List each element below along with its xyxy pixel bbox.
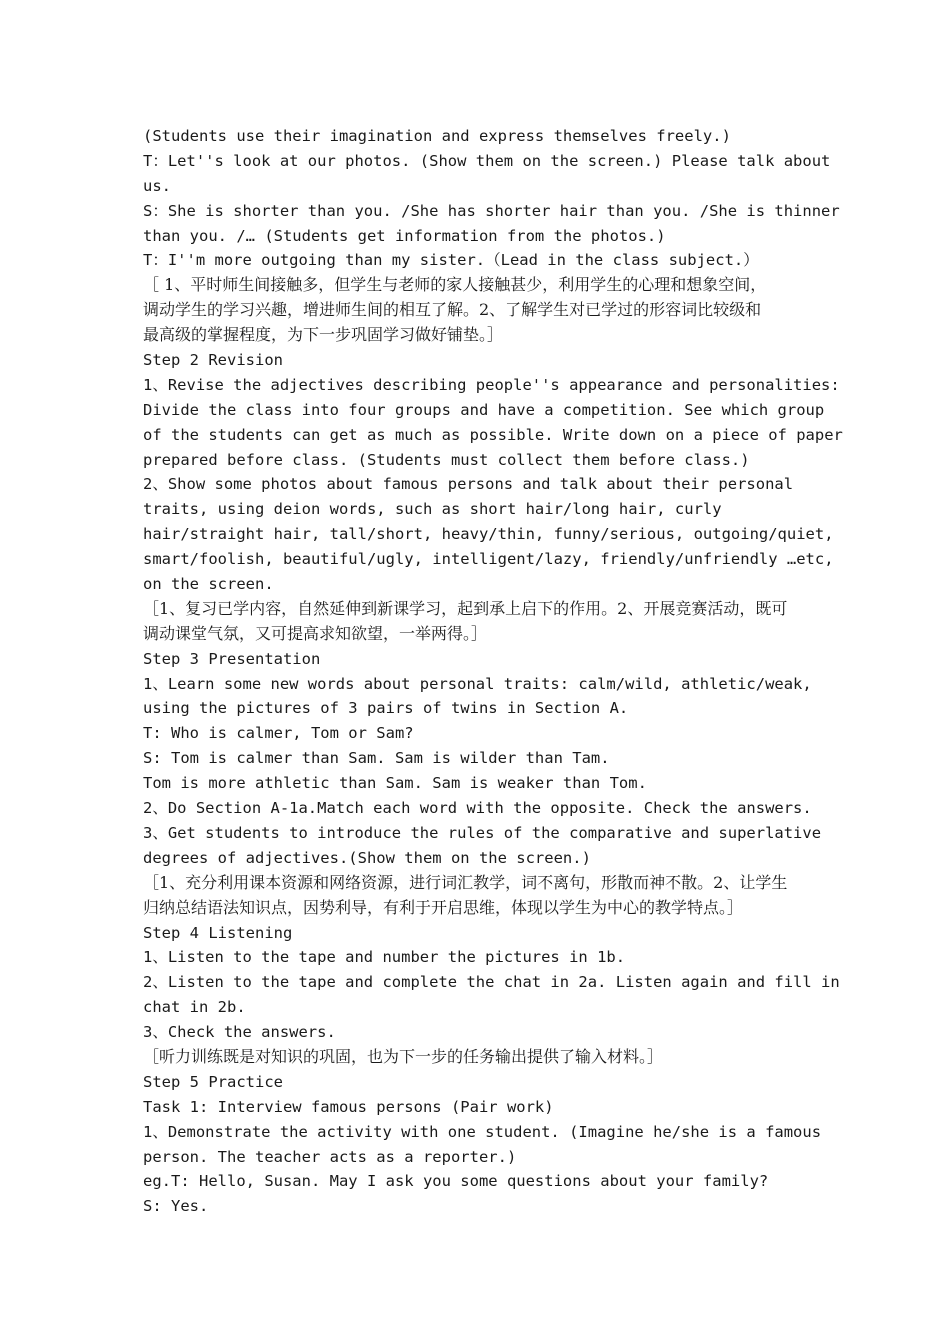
document-body bbox=[143, 124, 843, 1219]
annotation-line: 调动课堂气氛，又可提高求知欲望，一举两得。］ bbox=[143, 623, 488, 643]
text-line: 3、Check the answers. bbox=[143, 1023, 336, 1042]
text-line: T：Let''s look at our photos. (Show them on the screen.) Please talk about bbox=[143, 151, 831, 170]
text-line: on the screen. bbox=[143, 575, 274, 594]
text-line: person. The teacher acts as a reporter.) bbox=[143, 1147, 517, 1166]
text-line: us. bbox=[143, 176, 171, 195]
text-line: of the students can get as much as possible. Write down on a piece of paper bbox=[143, 425, 843, 444]
annotation-line: ［1、充分利用课本资源和网络资源，进行词汇教学，词不离句，形散而神不散。2、让学生 bbox=[143, 872, 788, 892]
text-line: Tom is more athletic than Sam. Sam is weaker than Tom. bbox=[143, 774, 647, 793]
text-line: chat in 2b. bbox=[143, 998, 246, 1017]
text-line: S: Tom is calmer than Sam. Sam is wilder than Tam. bbox=[143, 749, 610, 768]
text-line: T：I''m more outgoing than my sister.（Lead in the class subject.） bbox=[143, 251, 759, 270]
text-line: T: Who is calmer, Tom or Sam? bbox=[143, 724, 414, 743]
text-line: 1、Listen to the tape and number the pictures in 1b. bbox=[143, 948, 626, 967]
annotation-line: ［ 1、平时师生间接触多，但学生与老师的家人接触甚少，利用学生的心理和想象空间， bbox=[143, 275, 767, 295]
text-line: traits, using deion words, such as short hair/long hair, curly bbox=[143, 500, 722, 519]
annotation-line: 归纳总结语法知识点，因势利导，有利于开启思维，体现以学生为中心的教学特点。］ bbox=[143, 897, 744, 917]
text-line: hair/straight hair, tall/short, heavy/thin, funny/serious, outgoing/quiet, bbox=[143, 525, 834, 544]
annotation-line: 调动学生的学习兴趣，增进师生间的相互了解。2、了解学生对已学过的形容词比较级和 bbox=[143, 300, 762, 320]
text-line: smart/foolish, beautiful/ugly, intelligent/lazy, friendly/unfriendly …etc, bbox=[143, 550, 834, 569]
text-line: 1、Revise the adjectives describing people''s appearance and personalities: bbox=[143, 375, 840, 394]
annotation-line: ［1、复习已学内容，自然延伸到新课学习，起到承上启下的作用。2、开展竞赛活动，既可 bbox=[143, 598, 788, 618]
text-line: eg.T: Hello, Susan. May I ask you some questions about your family? bbox=[143, 1172, 769, 1191]
step-heading: Step 2 Revision bbox=[143, 351, 283, 370]
text-line: 2、Show some photos about famous persons and talk about their personal bbox=[143, 475, 794, 494]
step-heading: Step 4 Listening bbox=[143, 923, 293, 942]
text-line: 3、Get students to introduce the rules of the comparative and superlative bbox=[143, 823, 822, 842]
text-line: S：She is shorter than you. /She has shorter hair than you. /She is thinner bbox=[143, 201, 840, 220]
text-line: using the pictures of 3 pairs of twins in Section A. bbox=[143, 699, 629, 718]
step-heading: Step 3 Presentation bbox=[143, 649, 321, 668]
text-line: S: Yes. bbox=[143, 1197, 209, 1216]
annotation-line: 最高级的掌握程度，为下一步巩固学习做好铺垫。］ bbox=[143, 325, 504, 345]
text-line: prepared before class. (Students must collect them before class.) bbox=[143, 450, 750, 469]
text-line: 1、Demonstrate the activity with one student. (Imagine he/she is a famous bbox=[143, 1122, 822, 1141]
text-line: 2、Do Section A-1a.Match each word with the opposite. Check the answers. bbox=[143, 799, 812, 818]
step-heading: Step 5 Practice bbox=[143, 1072, 283, 1091]
text-line: (Students use their imagination and express themselves freely.) bbox=[143, 127, 731, 145]
text-line: 1、Learn some new words about personal traits: calm/wild, athletic/weak, bbox=[143, 674, 812, 693]
text-line: than you. /… (Students get information from the photos.) bbox=[143, 226, 666, 245]
annotation-line: ［听力训练既是对知识的巩固，也为下一步的任务输出提供了输入材料。］ bbox=[143, 1046, 664, 1066]
text-line: Divide the class into four groups and have a competition. See which group bbox=[143, 400, 825, 419]
text-line: Task 1: Interview famous persons (Pair work) bbox=[143, 1097, 554, 1116]
text-line: 2、Listen to the tape and complete the chat in 2a. Listen again and fill in bbox=[143, 973, 840, 992]
text-line: degrees of adjectives.(Show them on the screen.) bbox=[143, 848, 591, 867]
